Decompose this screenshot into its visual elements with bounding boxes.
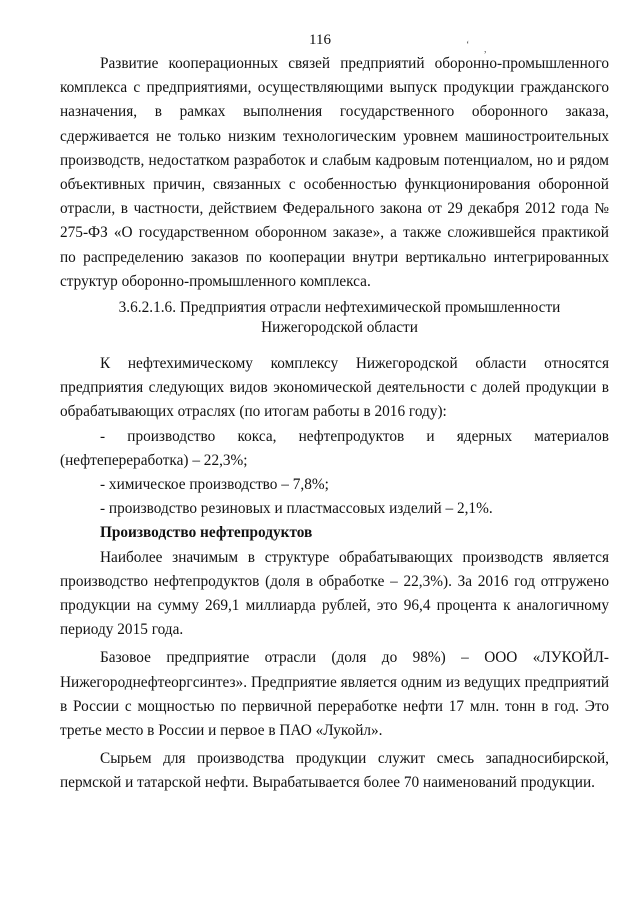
section-heading: 3.6.2.1.6. Предприятия отрасли нефтехимической промышленности Нижегородской области	[118, 299, 561, 337]
list-item: - производство кокса, нефтепродуктов и ядерных материалов (нефтепереработка) – 22,3%;	[60, 427, 609, 469]
paragraph-petrochemical: К нефтехимическому комплексу Нижегородской области относятся предприятия следующих видов экономической деятельности с долей продукции в обрабатывающих отраслях (по итогам работы в 2016 году):	[60, 355, 609, 421]
scan-mark: ‘	[466, 40, 470, 51]
paragraph-raw-materials: Сырьем для производства продукции служит смесь западносибирской, пермской и татарской нефти. Вырабатывается более 70 наименований продукции.	[60, 750, 609, 792]
list-item: - химическое производство – 7,8%;	[100, 476, 329, 494]
list-item: - производство резиновых и пластмассовых изделий – 2,1%.	[100, 500, 493, 518]
scan-mark: ,	[484, 44, 487, 55]
paragraph-oil-products: Наиболее значимым в структуре обрабатывающих производств является производство нефтепродуктов (доля в обработке – 22,3%). За 2016 год отгружено продукции на сумму 269,1 миллиарда рублей, это 96,4 процента к аналогичному периоду 2015 года.	[60, 548, 609, 639]
paragraph-lukoil: Базовое предприятие отрасли (доля до 98%) – ООО «ЛУКОЙЛ-Нижегороднефтеоргсинтез». Предприятие является одним из ведущих предприятий в России с мощностью по первичной переработке нефти 17 млн. тонн в год. Это третье место в России и первое в ПАО «Лукойл».	[60, 649, 609, 740]
document-body	[60, 52, 609, 796]
page-number: 116	[309, 32, 331, 48]
subheading: Производство нефтепродуктов	[100, 524, 313, 542]
paragraph-cooperation: Развитие кооперационных связей предприятий оборонно-промышленного комплекса с предприятиями, осуществляющими выпуск продукции гражданского назначения, в рамках выполнения государственного оборонного заказа, сдерживается не только низким технологическим уровнем машиностроительных производств, недостатком разработок и слабым кадровым потенциалом, но и рядом объективных причин, связанных с особенностью функционирования оборонной отрасли, в частности, действием Федерального закона от 29 декабря 2012 года № 275-ФЗ «О государственном оборонном заказе», а также сложившейся практикой по распределению заказов по кооперации внутри вертикально интегрированных структур оборонно-промышленного комплекса.	[60, 55, 609, 290]
